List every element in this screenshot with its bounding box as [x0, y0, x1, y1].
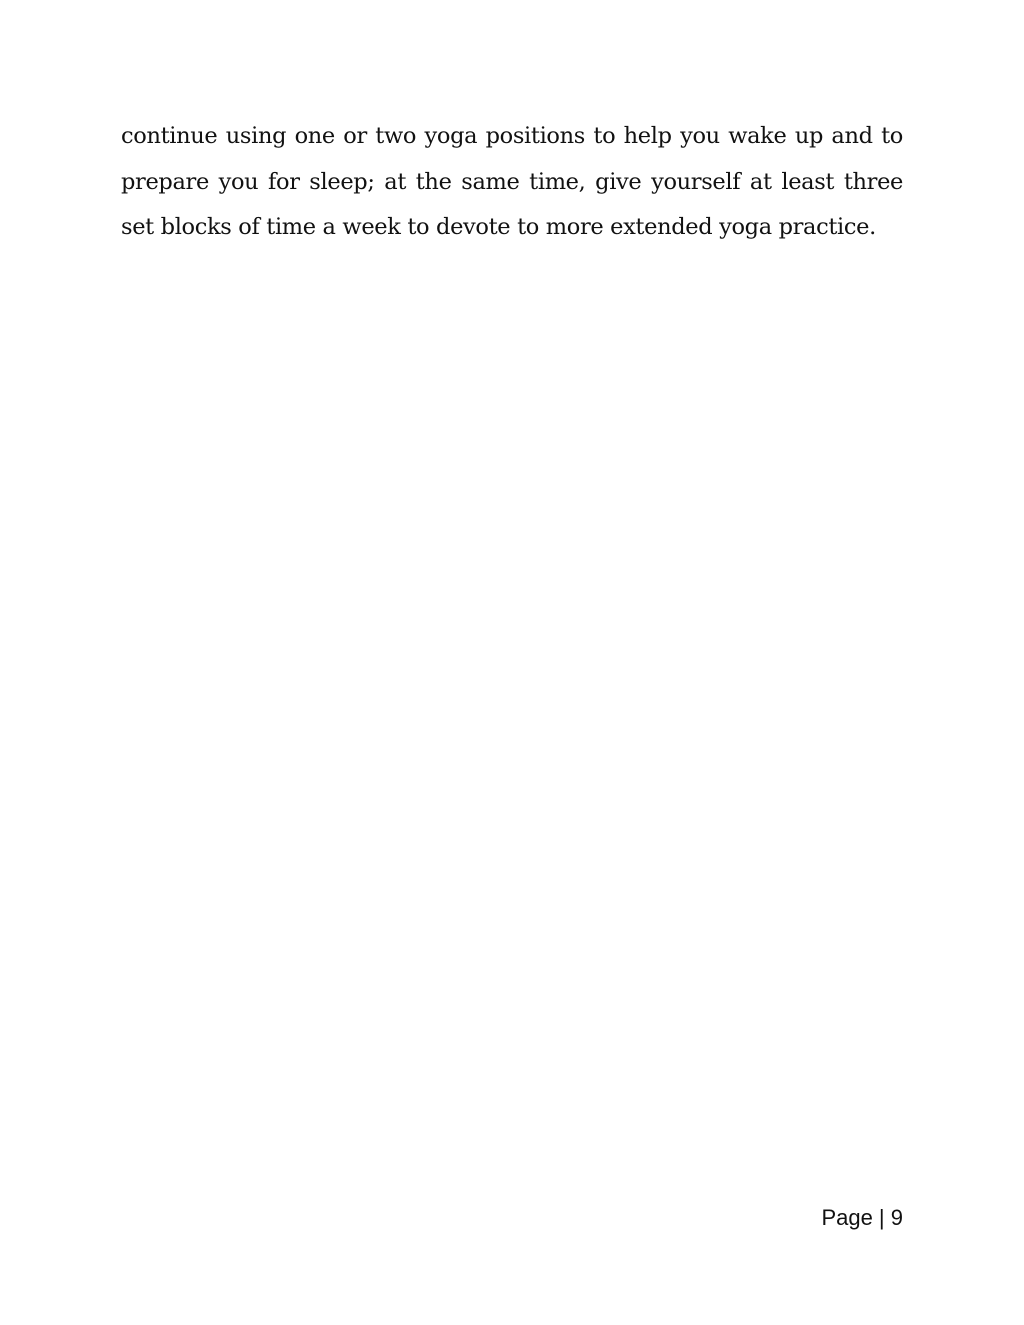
body-paragraph: continue using one or two yoga positions to help you wake up and to prepare you for sleep; at the same time, give yourself at least three set blocks of time a week to devote to more extended yoga practice. [121, 123, 903, 240]
page-number: Page | 9 [821, 1205, 903, 1230]
